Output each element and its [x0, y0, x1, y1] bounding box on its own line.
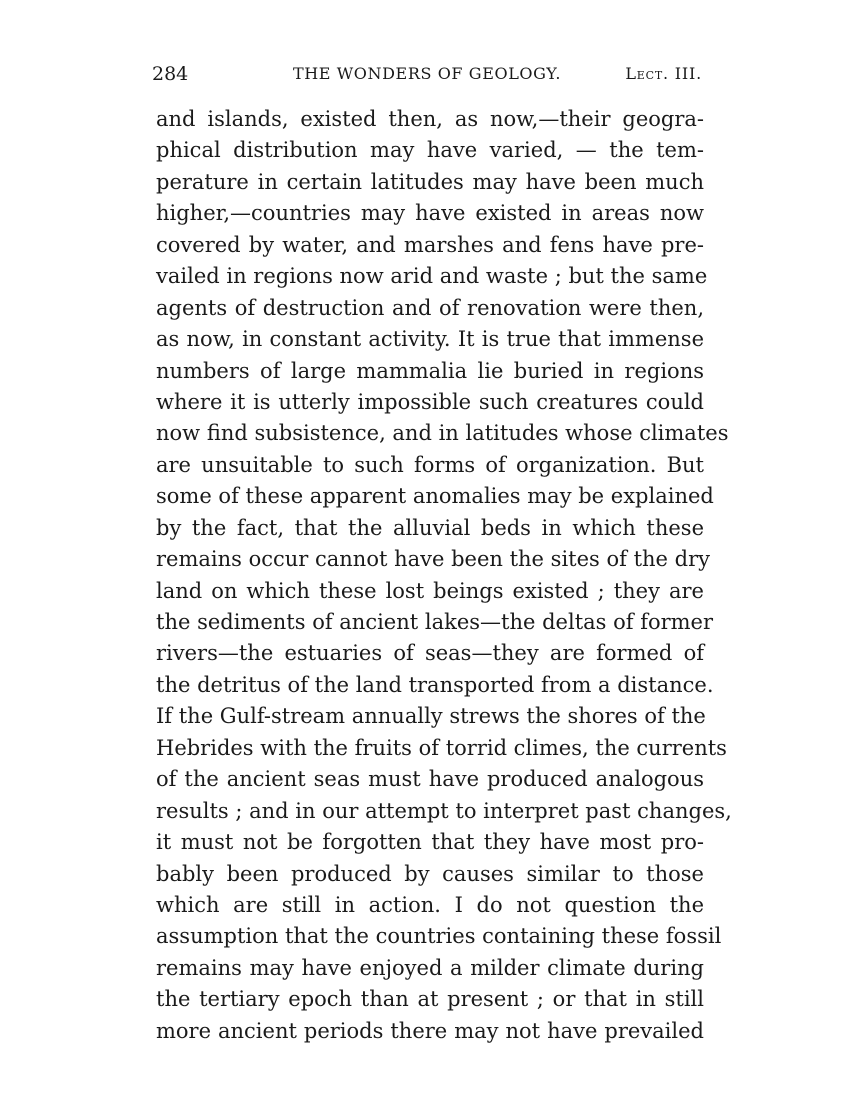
text-line: where it is utterly impossible such creatures could	[156, 389, 704, 414]
text-line: remains occur cannot have been the sites of the dry	[156, 547, 710, 572]
text-line: some of these apparent anomalies may be explained	[156, 484, 714, 509]
text-line: agents of destruction and of renovation were then,	[156, 295, 704, 320]
text-line: as now, in constant activity. It is true that immense	[156, 327, 704, 352]
text-line: results ; and in our attempt to interpret past changes,	[156, 798, 732, 823]
body-text	[156, 104, 732, 1047]
text-line: the detritus of the land transported from a distance.	[156, 672, 714, 697]
text-line: rivers—the estuaries of seas—they are formed of	[156, 641, 704, 666]
text-line: higher,—countries may have existed in areas now	[156, 201, 704, 226]
text-line: Hebrides with the fruits of torrid climes, the currents	[156, 735, 727, 760]
text-line: assumption that the countries containing these fossil	[156, 924, 722, 949]
text-line: more ancient periods there may not have prevailed	[156, 1018, 704, 1043]
text-line: the sediments of ancient lakes—the deltas of former	[156, 610, 714, 634]
running-head	[152, 62, 702, 86]
page-number: 284	[152, 63, 189, 85]
text-line: and islands, existed then, as now,—their geogra-	[156, 107, 704, 131]
text-line: the tertiary epoch than at present ; or that in still	[156, 987, 704, 1012]
text-line: remains may have enjoyed a milder climate during	[156, 955, 704, 980]
text-line: perature in certain latitudes may have been much	[156, 169, 704, 194]
text-line: by the fact, that the alluvial beds in which these	[156, 515, 704, 540]
text-line: vailed in regions now arid and waste ; but the same	[156, 264, 708, 289]
text-line: which are still in action. I do not question the	[156, 892, 704, 917]
text-line: bably been produced by causes similar to those	[156, 861, 704, 886]
text-line: covered by water, and marshes and fens have pre-	[156, 232, 704, 257]
running-title: THE WONDERS OF GEOLOGY.	[292, 64, 562, 83]
text-line: land on which these lost beings existed ; they are	[156, 578, 704, 603]
text-line: now find subsistence, and in latitudes whose climates	[156, 421, 729, 446]
text-line: phical distribution may have varied, — the tem-	[156, 138, 704, 163]
text-line: of the ancient seas must have produced analogous	[156, 767, 704, 792]
text-line: it must not be forgotten that they have most pro-	[156, 830, 704, 855]
text-line: numbers of large mammalia lie buried in regions	[156, 358, 704, 383]
section-reference: Lect. III.	[625, 64, 702, 83]
text-line: are unsuitable to such forms of organization. But	[156, 452, 704, 477]
text-line: If the Gulf-stream annually strews the shores of the	[156, 704, 706, 729]
